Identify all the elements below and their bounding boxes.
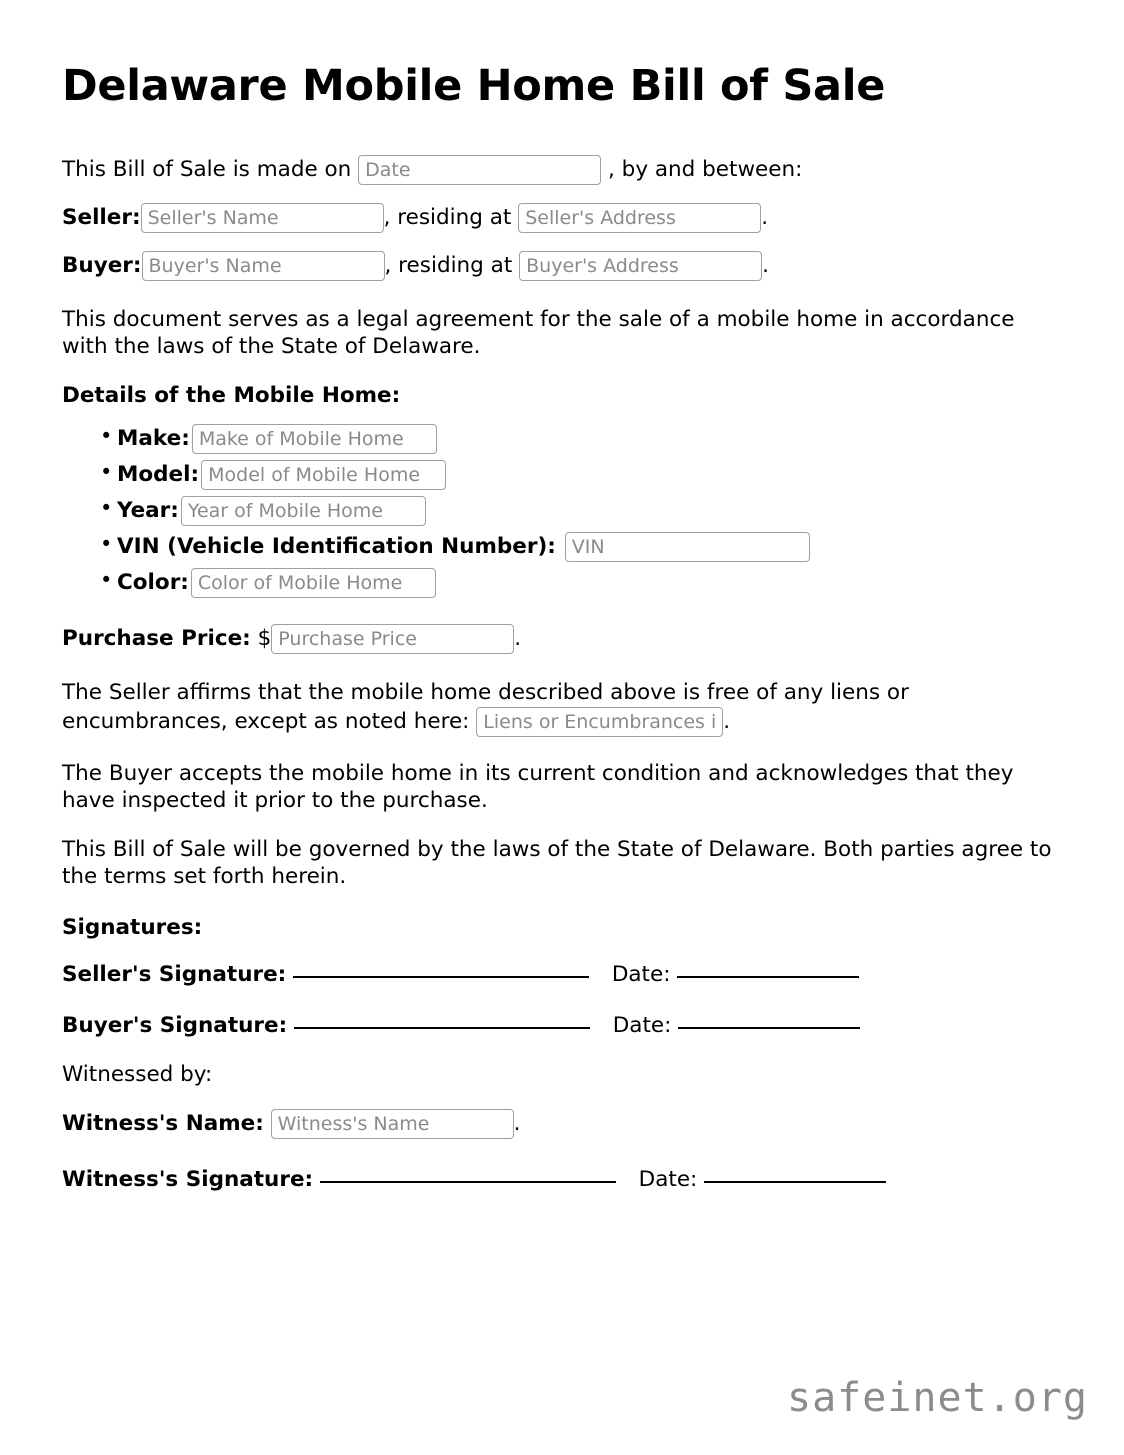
seller-line	[62, 203, 1062, 233]
seller-period: .	[761, 205, 769, 231]
governing-law-paragraph: This Bill of Sale will be governed by the laws of the State of Delaware. Both parties agree to the terms set forth herein.	[62, 836, 1052, 889]
buyer-accepts-paragraph: The Buyer accepts the mobile home in its current condition and acknowledges that they have inspected it prior to the purchase.	[62, 761, 1014, 813]
purchase-price-period: .	[514, 626, 522, 652]
purchase-price-line	[62, 624, 1062, 654]
liens-period: .	[723, 709, 731, 735]
color-input[interactable]	[191, 568, 436, 598]
witness-signature-line[interactable]	[320, 1181, 616, 1183]
page-title: Delaware Mobile Home Bill of Sale	[62, 61, 886, 111]
seller-residing-text: , residing at	[383, 205, 512, 231]
buyer-name-input[interactable]	[142, 251, 385, 281]
buyer-date-label: Date:	[612, 1012, 672, 1038]
liens-input[interactable]	[476, 707, 723, 737]
intro-text-before: This Bill of Sale is made on	[62, 157, 352, 183]
witness-name-label: Witness's Name:	[62, 1110, 264, 1136]
witness-name-period: .	[513, 1110, 521, 1136]
purchase-price-input[interactable]	[271, 624, 514, 654]
agreement-paragraph: This document serves as a legal agreement for the sale of a mobile home in accordance with the laws of the State of Delaware.	[62, 307, 1015, 360]
signatures-heading: Signatures:	[62, 914, 203, 940]
detail-item-year	[62, 496, 1062, 526]
model-input[interactable]	[201, 460, 446, 490]
year-input[interactable]	[181, 496, 426, 526]
witness-name-row	[62, 1109, 1062, 1139]
seller-name-input[interactable]	[141, 203, 384, 233]
make-input[interactable]	[192, 424, 437, 454]
witness-signature-label: Witness's Signature:	[62, 1166, 314, 1192]
purchase-price-label: Purchase Price:	[62, 626, 251, 652]
witnessed-by-label: Witnessed by:	[62, 1061, 213, 1087]
seller-label: Seller:	[62, 205, 141, 231]
buyer-signature-line[interactable]	[294, 1027, 590, 1029]
seller-date-line[interactable]	[677, 976, 859, 978]
buyer-residing-text: , residing at	[384, 253, 513, 279]
detail-item-model	[62, 460, 1062, 490]
buyer-period: .	[762, 253, 769, 279]
model-label: Model:	[117, 462, 200, 488]
liens-text: The Seller affirms that the mobile home described above is free of any liens or encumbrances, except as noted here:	[62, 680, 909, 735]
vin-label: VIN (Vehicle Identification Number):	[117, 534, 556, 560]
date-input[interactable]	[358, 155, 601, 185]
buyer-address-input[interactable]	[519, 251, 762, 281]
witness-signature-row	[62, 1167, 1062, 1192]
intro-text-after: , by and between:	[608, 157, 803, 183]
document-content	[62, 62, 1062, 1192]
liens-paragraph	[62, 680, 1062, 737]
witness-date-label: Date:	[638, 1166, 698, 1192]
buyer-signature-label: Buyer's Signature:	[62, 1012, 288, 1038]
witness-name-input[interactable]	[271, 1109, 514, 1139]
seller-date-label: Date:	[611, 961, 671, 987]
buyer-label: Buyer:	[62, 253, 142, 279]
make-label: Make:	[117, 426, 190, 452]
seller-signature-row	[62, 962, 1062, 987]
detail-item-vin	[62, 532, 1062, 562]
detail-item-make	[62, 424, 1062, 454]
seller-signature-label: Seller's Signature:	[62, 961, 287, 987]
buyer-date-line[interactable]	[678, 1027, 860, 1029]
buyer-line	[62, 251, 1062, 281]
details-heading: Details of the Mobile Home:	[62, 383, 401, 409]
year-label: Year:	[117, 498, 179, 524]
intro-line	[62, 155, 1062, 185]
currency-symbol: $	[257, 626, 272, 652]
color-label: Color:	[117, 570, 189, 596]
vin-input[interactable]	[565, 532, 810, 562]
watermark: safeinet.org	[787, 1375, 1088, 1421]
witness-date-line[interactable]	[704, 1181, 886, 1183]
seller-signature-line[interactable]	[293, 976, 589, 978]
buyer-signature-row	[62, 1013, 1062, 1038]
seller-address-input[interactable]	[518, 203, 761, 233]
detail-item-color	[62, 568, 1062, 598]
mobile-home-details-list	[62, 424, 1062, 598]
